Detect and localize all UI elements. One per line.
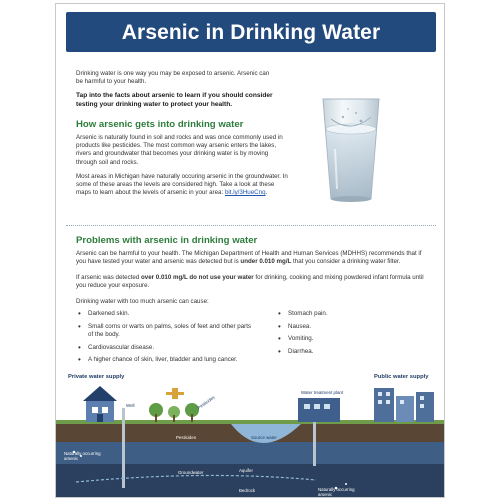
list-item: • Darkened skin. [76, 310, 256, 318]
section2-p1-text: Arsenic can be harmful to your health. The Michigan Department of Health and Human Services (MDHHS) recommends that if you have tested your water and arsenic was detected but is [76, 250, 422, 266]
label-bedrock: Bedrock [239, 488, 256, 493]
section1-paragraph-2-end: . [265, 189, 268, 197]
section1-paragraph-2-text: Most areas in Michigan have naturally occuring arsenic in the groundwater. In some of these areas the levels are considered high. Take a look at these maps to learn about the levels of arsenic in your area: [76, 173, 288, 197]
arsenic-particle [345, 483, 347, 485]
list-item: • Stomach pain. [276, 310, 416, 318]
label-treatment-plant: Water treatment plant [301, 390, 344, 395]
list-item: • Small corns or warts on palms, soles of feet and other parts of the body. [76, 323, 256, 339]
page-title: Arsenic in Drinking Water [121, 21, 381, 44]
well-pipe [122, 408, 125, 488]
list-item: • Cardiovascular disease. [76, 344, 256, 352]
section2-p1-end: that you consider a drinking water filter. [291, 258, 401, 266]
list-item: • Vomiting. [276, 335, 416, 343]
maps-link[interactable]: bit.ly/3HueCnq [224, 189, 266, 197]
label-pesticides-plane: Pesticides [196, 394, 216, 411]
plant-intake-pipe [313, 422, 316, 466]
intro-callout: Tap into the facts about arsenic to learn if you should consider testing your drinking water to protect your health. [76, 92, 273, 108]
label-natural-arsenic-left: Naturally occurring arsenic [64, 451, 101, 461]
section1-paragraph-2 [76, 173, 288, 198]
water-glass-icon [301, 89, 401, 209]
section-divider [66, 225, 436, 226]
section-heading-problems: Problems with arsenic in drinking water [76, 235, 258, 246]
label-natural-arsenic-right: Naturally occurring arsenic [318, 487, 355, 497]
treatment-plant-icon [298, 398, 340, 422]
symptom-list-left [76, 310, 256, 369]
section2-p2-text: If arsenic was detected [76, 274, 142, 281]
title-banner [66, 12, 436, 52]
list-item: • A higher chance of skin, liver, bladder and lung cancer. [76, 356, 256, 364]
section2-paragraph-1 [76, 250, 431, 266]
section-heading-how: How arsenic gets into drinking water [76, 119, 244, 130]
list-item: • Diarrhea. [276, 348, 416, 356]
section2-paragraph-3: Drinking water with too much arsenic can cause: [76, 298, 209, 305]
label-pesticides: Pesticides [176, 435, 197, 440]
label-private-water-supply: Private water supply [68, 374, 125, 380]
label-aquifer: Aquifer [239, 468, 253, 473]
section1-paragraph-1: Arsenic is naturally found in soil and rocks and was once commonly used in products like pesticides. The most common way arsenic enters the lakes, rivers and groundwater that becomes your drinking water is by moving through soil and rocks. [76, 134, 283, 166]
label-public-water-supply: Public water supply [374, 374, 429, 380]
water-supply-diagram [56, 370, 445, 498]
symptom-list-right [276, 310, 416, 361]
aquifer-layer [56, 442, 445, 464]
section2-p2-end: for drinking, cooking and mixing powdered infant formula until you reduce your exposure. [76, 274, 424, 290]
section2-paragraph-2 [76, 274, 431, 290]
label-source-water: Source water [251, 435, 277, 440]
intro-text: Drinking water is one way you may be exposed to arsenic. Arsenic can be harmful to your health. [76, 70, 270, 86]
water-glass-image [301, 89, 401, 209]
fact-sheet-page [55, 3, 445, 498]
label-well: Well [126, 403, 135, 408]
section2-p2-bold: over 0.010 mg/L do not use your water [141, 274, 254, 281]
section2-p1-bold: under 0.010 mg/L [240, 258, 292, 266]
label-groundwater: Groundwater [178, 470, 204, 475]
list-item: • Nausea. [276, 323, 416, 331]
